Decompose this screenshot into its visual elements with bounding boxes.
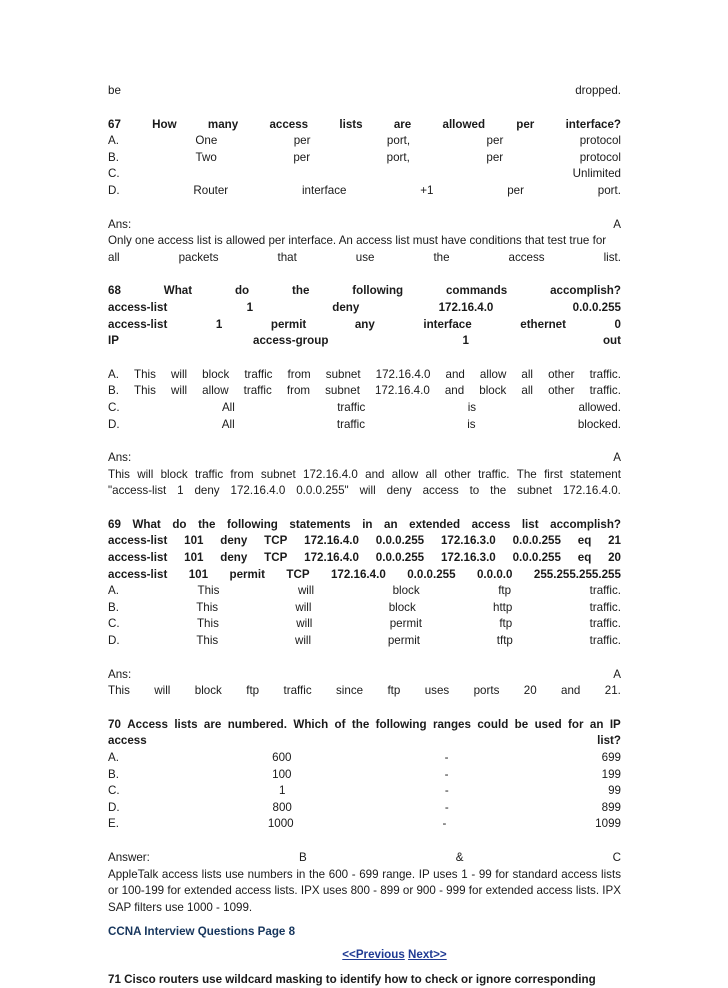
text-token: 21. (604, 684, 621, 698)
text-token: This (197, 584, 220, 598)
text-token: & (455, 850, 464, 864)
text-token: - (444, 800, 449, 814)
text-token: 1 (246, 300, 254, 314)
text-token: 0 (614, 317, 621, 331)
text-token: the (433, 250, 450, 264)
text-token: traffic. (589, 367, 621, 381)
q69-option-d (108, 633, 621, 650)
text-token: IP (609, 717, 621, 731)
text-token: 255.255.255.255 (533, 567, 621, 581)
text-token: do (172, 517, 187, 531)
text-token: access-list (108, 551, 168, 565)
text-token: C. (108, 784, 120, 798)
q67-option-d (108, 183, 621, 200)
text-token: 172.16.4.0 (438, 300, 494, 314)
text-token: 172.16.4.0 (230, 484, 286, 498)
text-token: protocol (579, 150, 621, 164)
text-token: will (171, 384, 188, 398)
q69-option-b (108, 600, 621, 617)
text-token: an (384, 517, 398, 531)
text-token: ftp (246, 684, 260, 698)
text-token: from (287, 367, 311, 381)
q68-answer (108, 450, 621, 467)
q69-option-c (108, 616, 621, 633)
text-token: 68 (108, 284, 121, 298)
text-token: 800 (272, 800, 292, 814)
text-token: 20 (608, 551, 621, 565)
text-token: Access (127, 717, 168, 731)
text-token: B. (108, 600, 119, 614)
text-token: subnet (325, 384, 360, 398)
text-token: 0.0.0.255 (512, 551, 561, 565)
text-token: ftp (387, 684, 401, 698)
text-token: This (108, 467, 130, 481)
text-token: will (171, 367, 188, 381)
text-token: The (516, 467, 537, 481)
text-token: block (194, 684, 222, 698)
previous-link[interactable]: <<Previous (342, 947, 405, 961)
text-token: will (296, 617, 313, 631)
text-token: all (425, 467, 438, 481)
text-token: 101 (188, 567, 209, 581)
q68-option-a (108, 367, 621, 384)
text-token: Ans: (108, 667, 132, 681)
q67-explanation-1 (108, 233, 621, 250)
text-token: block (202, 367, 230, 381)
text-token: A. (108, 751, 119, 764)
q69-explanation (108, 683, 621, 700)
text-token: permit (389, 617, 422, 631)
text-token: permit (387, 634, 421, 648)
text-token: will (137, 467, 154, 481)
text-token: subnet (517, 484, 552, 498)
text-token: block (392, 584, 420, 598)
text-token: be (514, 717, 529, 731)
text-token: A (613, 451, 621, 465)
text-token: will (295, 600, 312, 614)
text-token: - (442, 817, 447, 831)
text-token: - (444, 767, 449, 781)
text-token: 172.16.4.0 (304, 534, 359, 548)
q70-option-a (108, 750, 621, 767)
text-token: traffic (283, 684, 312, 698)
text-token: numbered. (227, 717, 287, 731)
text-token: first (544, 467, 563, 481)
q68-command-1 (108, 300, 621, 317)
q69-answer (108, 667, 621, 684)
text-token: What (163, 284, 193, 298)
text-token: - (444, 784, 449, 798)
text-token: C. (108, 400, 120, 414)
q70-option-e (108, 816, 621, 833)
text-token: will (297, 584, 315, 598)
text-token: 0.0.0.0 (476, 567, 513, 581)
text-token: 172.16.4.0 (304, 551, 359, 565)
text-token: 70 (108, 717, 121, 731)
text-token: All (221, 417, 235, 431)
text-token: will (154, 684, 171, 698)
text-token: TCP (264, 551, 288, 565)
text-token: 172.16.4.0. (562, 484, 621, 498)
text-token: from (286, 384, 311, 398)
text-token: uses (424, 684, 450, 698)
text-token: port. (597, 183, 621, 197)
q68-explanation-2 (108, 483, 621, 500)
text-token: C. (108, 167, 120, 181)
q68-option-b (108, 383, 621, 400)
text-token: access (508, 250, 545, 264)
text-token: the (292, 284, 310, 298)
text-token: 101 (184, 534, 204, 548)
text-token: access-list (108, 317, 168, 331)
text-token: any (354, 317, 375, 331)
text-token: B. (108, 767, 119, 781)
text-token: Unlimited (572, 167, 621, 181)
text-token: ranges (432, 717, 471, 731)
text-token: 0.0.0.255 (375, 551, 425, 565)
text-token: other (444, 467, 471, 481)
text-token: many (207, 117, 239, 131)
text-token: 600 (272, 751, 292, 764)
text-token: C (612, 850, 621, 864)
text-token: lists (339, 117, 363, 131)
text-token: do (234, 284, 250, 298)
text-token: 1099 (595, 817, 621, 831)
text-token: 172.16.3.0 (440, 534, 496, 548)
text-token: could (477, 717, 509, 731)
text-token: 1 (278, 784, 286, 798)
q69-command-1 (108, 533, 621, 550)
text-token: permit (270, 317, 307, 331)
page-navigation (108, 947, 621, 964)
text-token: access-list (108, 567, 168, 581)
text-token: all (108, 250, 120, 264)
q68-command-3 (108, 333, 621, 350)
section-title (108, 924, 621, 941)
q66-tail (108, 83, 621, 100)
text-token: traffic (336, 417, 366, 431)
text-token: Two (195, 150, 217, 164)
text-token: 71 Cisco routers use wildcard masking to identify how to check or ignore corresponding (108, 972, 596, 986)
text-token: lists (174, 717, 198, 731)
text-token: All (221, 400, 235, 414)
text-token: Answer: (108, 850, 150, 864)
q67-explanation-2 (108, 250, 621, 267)
text-token: the (490, 484, 507, 498)
text-token: ftp (498, 584, 512, 598)
text-token: list? (597, 734, 621, 748)
text-token: This (108, 684, 130, 698)
text-token: interface (423, 317, 472, 331)
text-token: following (227, 517, 278, 531)
text-token: extended (409, 517, 461, 531)
text-token: traffic (337, 400, 366, 414)
text-token: Ans: (108, 217, 132, 231)
text-token: 0.0.0.255 (572, 300, 621, 314)
text-token: 69 (108, 517, 121, 531)
text-token: list. (603, 250, 621, 264)
text-token: list (521, 517, 539, 531)
text-token: 172.16.4.0 (303, 467, 358, 481)
text-token: from (230, 467, 254, 481)
text-token: will (359, 484, 376, 498)
text-token: traffic. (589, 584, 621, 598)
text-token: traffic. (589, 600, 621, 614)
text-token: 99 (608, 784, 621, 798)
text-token: out (602, 334, 621, 348)
q70-option-b (108, 767, 621, 784)
text-token: TCP (264, 534, 288, 548)
text-token: eq (577, 534, 592, 548)
text-token: allow (202, 384, 229, 398)
text-token: This (134, 384, 156, 398)
text-token: dropped. (575, 84, 621, 97)
text-token: C. (108, 617, 120, 631)
text-token: an (589, 717, 604, 731)
text-token: This (134, 367, 156, 381)
text-token: for (568, 717, 584, 731)
text-token: allowed (442, 117, 486, 131)
text-token: eq (577, 551, 592, 565)
text-token: B. (108, 384, 119, 398)
text-token: statements (289, 517, 351, 531)
text-token: ports (473, 684, 500, 698)
text-token: the (198, 517, 216, 531)
q67-option-a (108, 133, 621, 150)
text-token: 21 (608, 534, 621, 548)
text-token: 1 (462, 334, 469, 348)
text-token: accomplish? (550, 284, 621, 298)
q67-question (108, 117, 621, 134)
text-token: per (293, 150, 311, 164)
q67-option-b (108, 150, 621, 167)
q68-option-d (108, 417, 621, 434)
text-token: allow (391, 467, 419, 481)
text-token: IP (108, 334, 119, 348)
text-token: CCNA Interview Questions Page 8 (108, 925, 296, 939)
text-token: - (444, 751, 449, 764)
text-token: packets (178, 250, 219, 264)
text-token: access (471, 517, 511, 531)
text-token: "access-list (108, 484, 167, 498)
text-token: is (467, 417, 476, 431)
text-token: per (516, 117, 535, 131)
text-token: subnet (260, 467, 296, 481)
text-token: +1 (420, 183, 434, 197)
text-token: 101 (184, 551, 204, 565)
text-token: access (269, 117, 309, 131)
text-token: 172.16.4.0 (375, 367, 431, 381)
q69-option-a (108, 583, 621, 600)
text-token: protocol (579, 134, 621, 148)
text-token: This (196, 617, 219, 631)
text-token: B (298, 850, 307, 864)
text-token: access-list (108, 534, 168, 548)
text-token: per (486, 150, 504, 164)
text-token: access (422, 484, 459, 498)
text-token: allowed. (578, 400, 621, 414)
text-token: 0.0.0.255" (296, 484, 349, 498)
text-token: This (196, 600, 219, 614)
next-link[interactable]: Next>> (408, 947, 447, 961)
text-token: interface? (565, 117, 621, 131)
text-token: 0.0.0.255 (375, 534, 425, 548)
text-token: and (365, 467, 385, 481)
text-token: of (334, 717, 346, 731)
text-token: http (493, 600, 513, 614)
text-token: deny (194, 484, 220, 498)
text-token: 1000 (267, 817, 294, 831)
text-token: tftp (496, 634, 513, 648)
text-token: all (521, 384, 534, 398)
text-token: A (613, 667, 621, 681)
text-token: 0.0.0.255 (407, 567, 456, 581)
text-token: statement (570, 467, 621, 481)
text-token: traffic. (478, 467, 510, 481)
text-token: D. (108, 634, 120, 648)
q68-explanation-1 (108, 467, 621, 484)
text-token: allow (479, 367, 507, 381)
text-token: to (469, 484, 480, 498)
text-token: 1 (215, 317, 223, 331)
text-token: access-list (108, 300, 168, 314)
text-token: traffic. (589, 384, 621, 398)
text-token: E. (108, 817, 119, 831)
text-token: blocked. (577, 417, 621, 431)
text-token: 172.16.4.0 (374, 384, 430, 398)
text-token: traffic (244, 367, 273, 381)
text-token: per (486, 134, 504, 148)
text-token: traffic (194, 467, 224, 481)
text-token: and (444, 384, 465, 398)
text-token: ftp (499, 617, 513, 631)
text-token: traffic (243, 384, 272, 398)
text-token: and (561, 684, 581, 698)
text-token: block (160, 467, 188, 481)
text-token: B. (108, 150, 119, 164)
text-token: since (336, 684, 364, 698)
text-token: 172.16.3.0 (440, 551, 496, 565)
text-token: deny (386, 484, 412, 498)
text-token: 20 (523, 684, 537, 698)
text-token: per (507, 183, 524, 197)
q68-option-c (108, 400, 621, 417)
text-token: access (108, 734, 147, 748)
document-page (108, 83, 621, 988)
text-token: 0.0.0.255 (512, 534, 561, 548)
text-token: use (355, 250, 375, 264)
text-token: will (294, 634, 312, 648)
text-token: other (548, 384, 575, 398)
q70-option-c (108, 783, 621, 800)
text-token: TCP (286, 567, 310, 581)
text-token: subnet (325, 367, 361, 381)
text-token: block (479, 384, 507, 398)
text-token: Router (193, 183, 229, 197)
text-token: and (445, 367, 465, 381)
text-token: A (613, 217, 621, 231)
q69-command-2 (108, 550, 621, 567)
text-token: used (534, 717, 562, 731)
text-token: Only one access list is allowed per interface. An access list must have conditions that test true for (108, 234, 607, 248)
text-token: are (393, 117, 412, 131)
text-token: deny (220, 534, 248, 548)
text-token: port, (386, 150, 410, 164)
text-token: What (132, 517, 161, 531)
text-token: 699 (601, 751, 621, 764)
text-token: 172.16.4.0 (330, 567, 386, 581)
text-token: be (108, 84, 121, 97)
text-token: 899 (601, 800, 621, 814)
text-token: A. (108, 134, 119, 148)
text-token: 1 (177, 484, 184, 498)
q70-option-d (108, 800, 621, 817)
text-token: all (521, 367, 534, 381)
q68-question (108, 283, 621, 300)
text-token: D. (108, 417, 120, 431)
q70-explanation: AppleTalk access lists use numbers in the 600 - 699 range. IP uses 1 - 99 for standard access lists or 100-199 for extended access lists. IPX uses 800 - 899 or 900 - 999 for extended access lists. IPX SAP filters use 1000 - 1099. (108, 867, 621, 914)
text-token: 67 (108, 117, 121, 131)
text-token: are (203, 717, 222, 731)
text-token: block (388, 600, 416, 614)
text-token: following (352, 284, 404, 298)
text-token: the (351, 717, 370, 731)
text-token: access-group (253, 334, 329, 348)
text-token: accomplish? (550, 517, 621, 531)
q70-answer (108, 850, 621, 867)
text-token: that (277, 250, 297, 264)
text-token: traffic. (589, 634, 621, 648)
text-token: other (548, 367, 575, 381)
text-token: deny (220, 551, 248, 565)
text-token: 199 (601, 767, 621, 781)
q70-question-2 (108, 733, 621, 750)
text-token: A. (108, 367, 119, 381)
text-token: port, (386, 134, 411, 148)
text-token: One (195, 134, 218, 148)
q69-question (108, 517, 621, 534)
text-token: following (375, 717, 427, 731)
text-token: How (152, 117, 177, 131)
text-token: This (196, 634, 219, 648)
text-token: traffic. (589, 617, 621, 631)
q67-option-c (108, 166, 621, 183)
text-token: commands (445, 284, 508, 298)
text-token: ethernet (520, 317, 566, 331)
text-token: D. (108, 183, 120, 197)
text-token: D. (108, 800, 120, 814)
text-token: is (467, 400, 477, 414)
text-token: 100 (272, 767, 292, 781)
text-token: in (362, 517, 373, 531)
q70-question-1 (108, 717, 621, 734)
text-token: permit (229, 567, 265, 581)
text-token: interface (301, 183, 347, 197)
text-token: Ans: (108, 451, 132, 465)
text-token: A. (108, 584, 119, 598)
q69-command-3 (108, 567, 621, 584)
q67-answer (108, 217, 621, 234)
q71-question-start (108, 972, 621, 988)
text-token: deny (332, 300, 360, 314)
text-token: Which (293, 717, 329, 731)
q68-command-2 (108, 317, 621, 334)
text-token: per (293, 134, 311, 148)
